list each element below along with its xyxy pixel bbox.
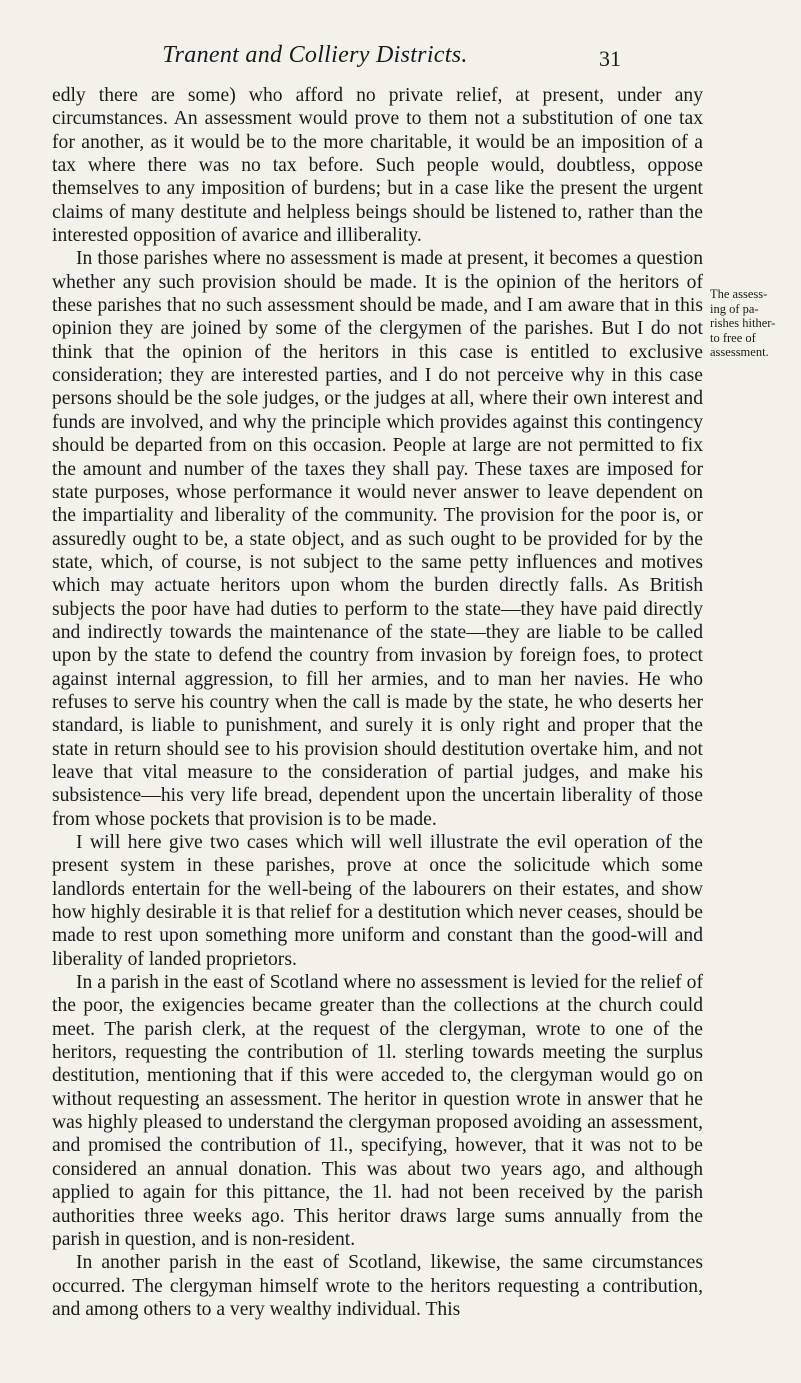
margin-note-line: assessment. — [710, 345, 769, 360]
paragraph: In those parishes where no assessment is made at present, it becomes a question whether any such provision should be made. It is the opinion of the heritors of these parishes that no such assessment should be made, and I am aware that in this opinion they are joined by some of the clergymen of the parishes. But I do not think that the opinion of the heritors in this case is entitled to exclusive consideration; they are interested parties, and I do not perceive why in this case persons should be the sole judges, or the judges at all, where their own interest and funds are involved, and why the principle which provides against this contingency should be departed from on this occasion. People at large are not permitted to fix the amount and number of the taxes they shall pay. These taxes are imposed for state purposes, whose performance it would never answer to leave dependent on the impartiality and liberality of the community. The provision for the poor is, or assuredly ought to be, a state object, and as such ought to be provided for by the state, which, of course, is not subject to the same petty influences and motives which may actuate heritors upon whom the burden directly falls. As British subjects the poor have had duties to perform to the state—they have paid directly and indirectly towards the maintenance of the state—they are liable to be called upon by the state to defend the country from invasion by foreign foes, to protect against internal aggression, to fill her armies, and to man her navies. He who refuses to serve his country when the call is made by the state, he who deserts her standard, is liable to punishment, and surely it is only right and proper that the state in return should see to his provision should destitution overtake him, and not leave that vital measure to the consideration of partial judges, and make his subsistence—his very life bread, dependent upon the uncertain liberality of those from whose pockets that provision is to be made. — [52, 248, 703, 830]
page-number: 31 — [599, 46, 621, 71]
paragraph: In a parish in the east of Scotland where no assessment is levied for the relief of the poor, the exigencies became greater than the collections at the church could meet. The parish clerk, at the request of the clergyman, wrote to one of the heritors, requesting the contribution of 1l. sterling towards meeting the surplus destitution, mentioning that if this were acceded to, the clergyman would go on without requesting an assessment. The heritor in question wrote in answer that he was highly pleased to understand the clergyman proposed avoiding an assessment, and promised the contribution of 1l., specifying, however, that it was not to be considered an annual donation. This was about two years ago, and although applied to again for this pittance, the 1l. had not been received by the parish authorities three weeks ago. This heritor draws large sums annually from the parish in question, and is non-resident. — [52, 972, 703, 1250]
paragraph: edly there are some) who afford no private relief, at present, under any circumstances. An assessment would prove to them not a substitution of one tax for another, as it would be to the more charitable, it would be an imposition of a tax where there was no tax before. Such people would, doubtless, oppose themselves to any imposition of burdens; but in a case like the present the urgent claims of many destitute and helpless beings should be listened to, rather than the interested opposition of avarice and illiberality. — [52, 85, 703, 247]
margin-note-line: ing of pa- — [710, 301, 759, 316]
margin-note-line: to free of — [710, 330, 756, 345]
paragraph: I will here give two cases which will well illustrate the evil operation of the present system in these parishes, prove at once the solicitude which some landlords entertain for the well-being of the labourers on their estates, and show how highly desirable it is that relief for a destitution which never ceases, should be made to rest upon something more uniform and constant than the good-will and liberality of landed proprietors. — [52, 832, 703, 970]
paragraph: In another parish in the east of Scotland, likewise, the same circumstances occurred. The clergyman himself wrote to the heritors requesting a contribution, and among others to a very wealthy individual. This — [52, 1252, 703, 1320]
margin-note — [710, 287, 796, 360]
margin-note-line: rishes hither- — [710, 316, 776, 331]
body-text — [52, 84, 703, 1321]
margin-note-line: The assess- — [710, 287, 768, 301]
running-title: Tranent and Colliery Districts. — [162, 42, 468, 68]
